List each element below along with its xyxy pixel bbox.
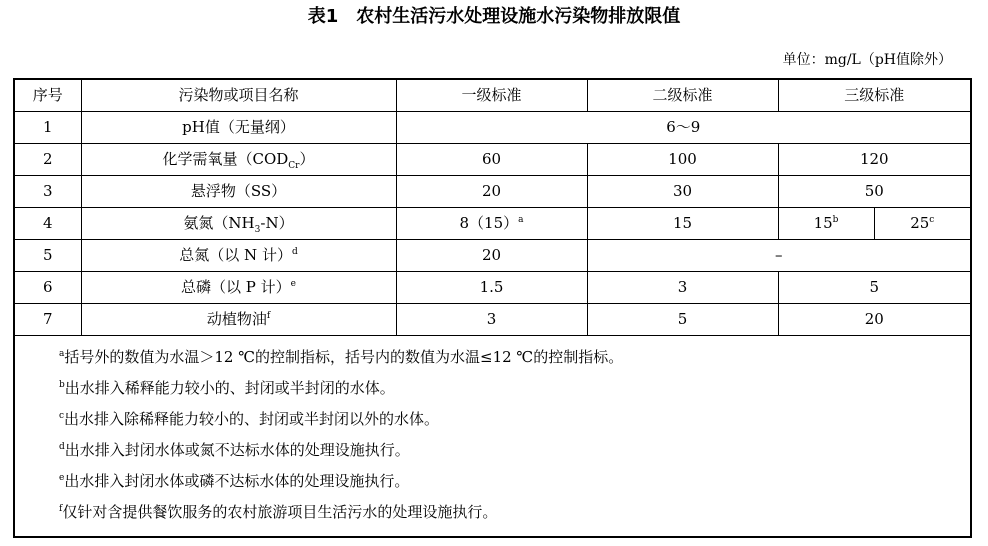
table-row [14,176,971,208]
note-mark: f [59,504,63,514]
row-name [81,240,396,272]
row-name [81,304,396,336]
note-text: 出水排入稀释能力较小的、封闭或半封闭的水体。 [64,379,395,397]
note-line [59,466,970,497]
note-text: 仅针对含提供餐饮服务的农村旅游项目生活污水的处理设施执行。 [62,503,498,521]
notes-row [14,336,971,538]
note-mark: e [59,473,65,483]
table-row [14,112,971,144]
name-subscript: 3 [254,225,261,235]
note-line [59,342,970,373]
row-level3: 5 [778,272,971,304]
note-line [59,497,970,528]
row-no: 5 [14,240,81,272]
note-text: 括号外的数值为水温＞12 ℃的控制指标，括号内的数值为水温≤12 ℃的控制指标。 [64,348,624,366]
row-name [81,272,396,304]
note-text: 出水排入除稀释能力较小的、封闭或半封闭以外的水体。 [64,410,440,428]
row-level3: 50 [778,176,971,208]
row-name: 悬浮物（SS） [81,176,396,208]
row-level1: 20 [396,240,587,272]
note-mark: c [59,411,65,421]
table-notes [14,336,971,538]
footnote-mark: e [290,279,296,289]
level3a-value: 15 [813,214,833,232]
row-level2: 5 [587,304,778,336]
row-level1 [396,208,587,240]
row-no: 4 [14,208,81,240]
level1-value: 8（15） [459,214,519,232]
row-no: 3 [14,176,81,208]
row-no: 1 [14,112,81,144]
row-level3-b [874,208,971,240]
footnote-mark: f [266,311,271,321]
header-level2: 二级标准 [587,79,778,112]
table-title-text: 农村生活污水处理设施水污染物排放限值 [356,6,681,27]
table-row [14,272,971,304]
row-level3-a [778,208,874,240]
row-level3: 120 [778,144,971,176]
row-level2: 15 [587,208,778,240]
row-level1: 20 [396,176,587,208]
name-text: 氨氮（NH [183,214,255,232]
row-name: pH值（无量纲） [81,112,396,144]
table-row [14,208,971,240]
note-line [59,404,970,435]
row-no: 2 [14,144,81,176]
level3b-value: 25 [910,214,930,232]
row-level2: 30 [587,176,778,208]
note-text: 出水排入封闭水体或氮不达标水体的处理设施执行。 [64,441,410,459]
header-row [14,79,971,112]
table-row [14,304,971,336]
emission-limits-table [13,78,972,538]
table-title [0,4,988,30]
row-level1: 3 [396,304,587,336]
note-mark: a [59,349,65,359]
row-name [81,208,396,240]
row-name [81,144,396,176]
row-merged-value: 6～9 [396,112,971,144]
name-text: 总磷（以 P 计） [181,278,291,296]
footnote-mark: b [832,215,839,225]
note-text: 出水排入封闭水体或磷不达标水体的处理设施执行。 [64,472,410,490]
row-no: 7 [14,304,81,336]
note-line [59,373,970,404]
row-level2: 100 [587,144,778,176]
header-level1: 一级标准 [396,79,587,112]
note-line [59,435,970,466]
row-level23: – [587,240,971,272]
name-text-end: -N） [260,214,294,232]
table-row [14,144,971,176]
row-level1: 60 [396,144,587,176]
row-level3: 20 [778,304,971,336]
name-text-end: ） [299,150,315,168]
table-number: 表1 [307,6,339,27]
unit-note: 单位：mg/L（pH值除外） [782,52,952,68]
table-row [14,240,971,272]
name-subscript: Cr [288,161,300,171]
note-mark: d [59,442,65,452]
name-text: 化学需氧量（COD [162,150,289,168]
note-mark: b [59,380,65,390]
name-text: 总氮（以 N 计） [179,246,292,264]
footnote-mark: a [518,215,524,225]
footnote-mark: d [291,247,298,257]
header-no: 序号 [14,79,81,112]
name-text: 动植物油 [206,310,267,328]
header-name: 污染物或项目名称 [81,79,396,112]
header-level3: 三级标准 [778,79,971,112]
row-no: 6 [14,272,81,304]
footnote-mark: c [929,215,935,225]
row-level2: 3 [587,272,778,304]
row-level1: 1.5 [396,272,587,304]
